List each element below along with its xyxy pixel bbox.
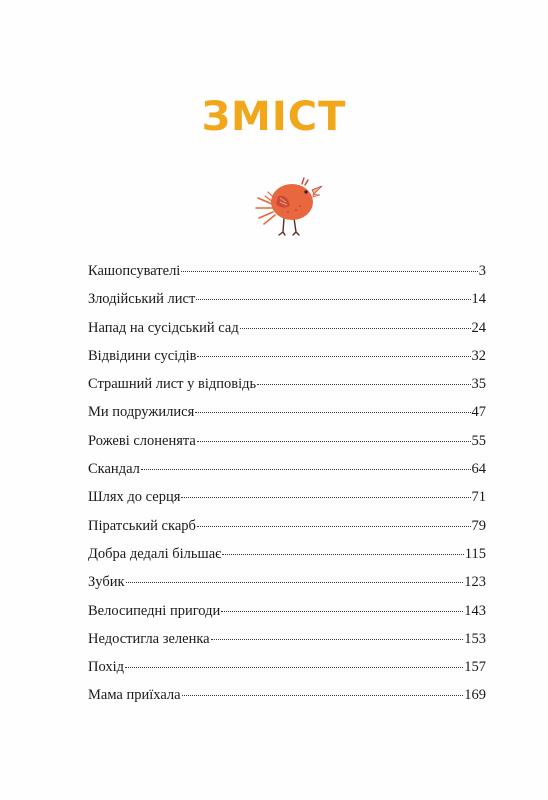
toc-entry-title: Страшний лист у відповідь — [88, 376, 257, 393]
toc-page-number: 115 — [464, 545, 486, 562]
toc-entry-title: Мама приїхала — [88, 687, 181, 704]
toc-entry[interactable] — [88, 518, 486, 546]
toc-page-number: 79 — [471, 517, 486, 534]
toc-entry[interactable] — [88, 404, 486, 432]
toc-entry[interactable] — [88, 603, 486, 631]
dot-leader — [126, 582, 464, 583]
toc-entry[interactable] — [88, 433, 486, 461]
dot-leader — [197, 441, 471, 442]
dot-leader — [221, 611, 463, 612]
toc-entry-title: Шлях до серця — [88, 489, 181, 506]
toc-entry[interactable] — [88, 263, 486, 291]
toc-page-number: 3 — [478, 263, 486, 279]
toc-entry[interactable] — [88, 659, 486, 687]
toc-page-number: 143 — [464, 602, 486, 619]
toc-page-number: 153 — [464, 630, 486, 647]
toc-entry[interactable] — [88, 461, 486, 489]
toc-entry[interactable] — [88, 687, 486, 715]
toc-entry[interactable] — [88, 489, 486, 517]
toc-entry-title: Кашопсувателі — [88, 263, 181, 279]
toc-entry[interactable] — [88, 574, 486, 602]
dot-leader — [196, 299, 470, 300]
toc-page-number: 55 — [471, 432, 486, 449]
toc-entry[interactable] — [88, 291, 486, 319]
toc-entry-title: Добра дедалі більшає — [88, 545, 222, 562]
toc-entry[interactable] — [88, 320, 486, 348]
dot-leader — [222, 554, 463, 555]
page-title: ЗМІСТ — [201, 94, 347, 140]
toc-page-number: 157 — [464, 659, 486, 676]
toc-page-number: 169 — [464, 687, 486, 704]
toc-entry-title: Піратський скарб — [88, 517, 196, 534]
dot-leader — [257, 384, 470, 385]
toc-page-number: 123 — [464, 574, 486, 591]
toc-entry[interactable] — [88, 376, 486, 404]
toc-entry-title: Злодійський лист — [88, 291, 196, 308]
dot-leader — [125, 667, 463, 668]
dot-leader — [181, 497, 470, 498]
dot-leader — [197, 356, 470, 357]
toc-page-number: 24 — [471, 319, 486, 336]
dot-leader — [211, 639, 464, 640]
toc-entry-title: Відвідини сусідів — [88, 347, 197, 364]
toc-page-number: 64 — [471, 461, 486, 478]
toc-entry-title: Зубик — [88, 574, 125, 591]
toc-entry-title: Напад на сусідський сад — [88, 319, 239, 336]
toc-entry-title: Велосипедні пригоди — [88, 602, 221, 619]
dot-leader — [181, 271, 477, 272]
toc-entry-title: Ми подружилися — [88, 404, 195, 421]
table-of-contents — [88, 263, 486, 716]
dot-leader — [182, 695, 464, 696]
dot-leader — [141, 469, 471, 470]
toc-entry-title: Недостигла зеленка — [88, 630, 210, 647]
toc-page-number: 14 — [471, 291, 486, 308]
toc-page-number: 71 — [471, 489, 486, 506]
toc-entry-title: Похід — [88, 659, 125, 676]
dot-leader — [197, 526, 471, 527]
toc-page-number: 47 — [471, 404, 486, 421]
dot-leader — [195, 412, 470, 413]
toc-entry-title: Рожеві слоненята — [88, 432, 196, 449]
toc-entry[interactable] — [88, 348, 486, 376]
dot-leader — [240, 328, 471, 329]
bird-illustration — [250, 168, 330, 248]
toc-page-number: 35 — [471, 376, 486, 393]
toc-entry[interactable] — [88, 631, 486, 659]
toc-entry-title: Скандал — [88, 461, 140, 478]
toc-page-number: 32 — [471, 347, 486, 364]
toc-entry[interactable] — [88, 546, 486, 574]
